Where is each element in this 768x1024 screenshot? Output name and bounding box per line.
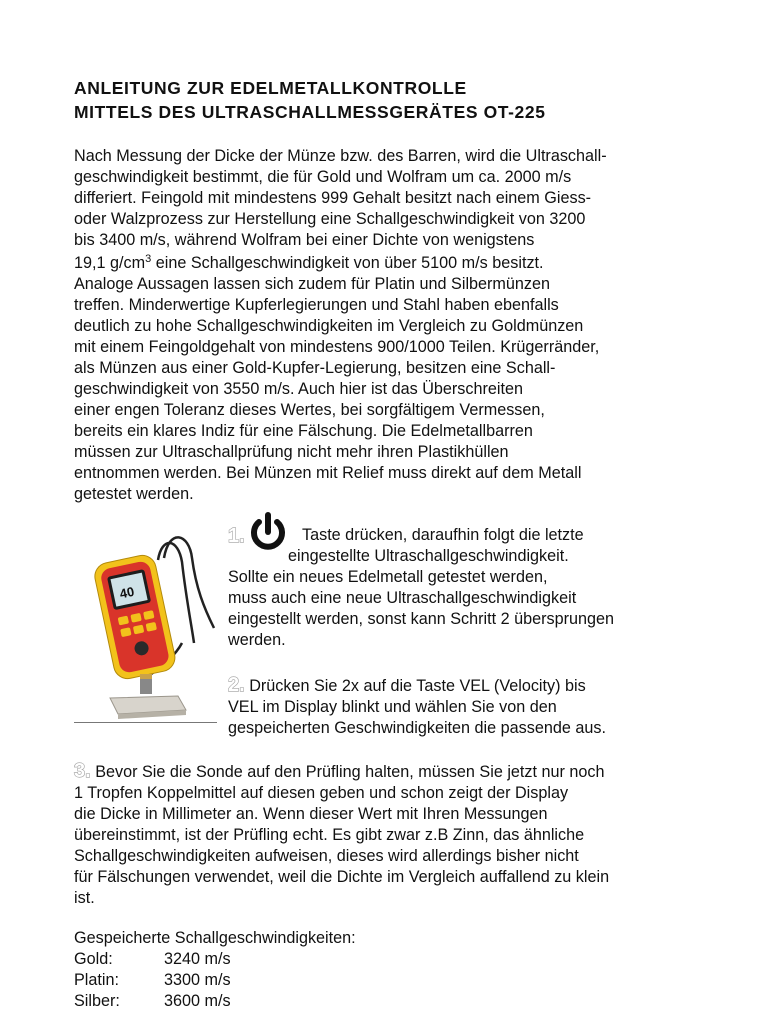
step-1-first-line: Taste drücken, daraufhin folgt die letzte bbox=[302, 526, 584, 544]
step-2-line: VEL im Display blinkt und wählen Sie von den bbox=[228, 698, 557, 716]
velocity-metal: Gold: bbox=[74, 950, 113, 968]
intro-line: einer engen Toleranz dieses Wertes, bei sorgfältigem Vermessen, bbox=[74, 401, 545, 419]
document-title bbox=[74, 76, 714, 124]
step-1-text bbox=[228, 525, 688, 651]
intro-line: müssen zur Ultraschallprüfung nicht mehr ihren Plastikhüllen bbox=[74, 443, 509, 461]
step-3-first-line-text: Bevor Sie die Sonde auf den Prüfling halten, müssen Sie jetzt nur noch bbox=[95, 763, 605, 781]
step-3-line: Schallgeschwindigkeiten aufweisen, dieses wird allerdings bisher nicht bbox=[74, 847, 579, 865]
intro-line: getestet werden. bbox=[74, 485, 194, 503]
step-1-line: werden. bbox=[228, 631, 286, 649]
velocity-value: 3240 m/s bbox=[164, 950, 231, 968]
intro-line: geschwindigkeit bestimmt, die für Gold und Wolfram um ca. 2000 m/s bbox=[74, 168, 572, 186]
intro-line: bis 3400 m/s, während Wolfram bei einer Dichte von wenigstens bbox=[74, 231, 535, 249]
step-3-line: 1 Tropfen Koppelmittel auf diesen geben und schon zeigt der Display bbox=[74, 784, 569, 802]
intro-paragraph bbox=[74, 146, 714, 505]
intro-line: Analoge Aussagen lassen sich zudem für Platin und Silbermünzen bbox=[74, 275, 551, 293]
density-exponent: 3 bbox=[145, 253, 152, 265]
step-3-first-line bbox=[74, 761, 714, 783]
step-3-line: ist. bbox=[74, 889, 95, 907]
step-1-line: Sollte ein neues Edelmetall getestet werden, bbox=[228, 568, 548, 586]
velocity-value: 3300 m/s bbox=[164, 971, 231, 989]
stored-velocities bbox=[74, 928, 474, 1012]
velocity-row bbox=[74, 949, 474, 970]
intro-line: differiert. Feingold mit mindestens 999 Gehalt besitzt nach einem Giess- bbox=[74, 189, 592, 207]
ultrasonic-device-photo bbox=[74, 518, 217, 723]
step-2-line: gespeicherten Geschwindigkeiten die passende aus. bbox=[228, 719, 606, 737]
step-3-line: übereinstimmt, ist der Prüfling echt. Es gibt zwar z.B Zinn, das ähnliche bbox=[74, 826, 585, 844]
photo-underline bbox=[74, 722, 217, 723]
intro-line: treffen. Minderwertige Kupferlegierungen und Stahl haben ebenfalls bbox=[74, 296, 559, 314]
step-3-line: die Dicke in Millimeter an. Wenn dieser Wert mit Ihren Messungen bbox=[74, 805, 548, 823]
velocity-metal: Platin: bbox=[74, 971, 119, 989]
density-rest: eine Schallgeschwindigkeit von über 5100 m/s besitzt. bbox=[151, 254, 544, 272]
intro-line: entnommen werden. Bei Münzen mit Relief muss direkt auf dem Metall bbox=[74, 464, 582, 482]
velocities-header: Gespeicherte Schallgeschwindigkeiten: bbox=[74, 929, 356, 947]
step-2-first-line-text: Drücken Sie 2x auf die Taste VEL (Velocity) bis bbox=[249, 677, 586, 695]
step-3-text bbox=[74, 761, 714, 909]
step-2-first-line bbox=[228, 675, 688, 697]
step-1-line: eingestellte Ultraschallgeschwindigkeit. bbox=[288, 547, 569, 565]
title-line-2: MITTELS DES ULTRASCHALLMESSGERÄTES OT-225 bbox=[74, 102, 546, 122]
velocity-row bbox=[74, 991, 474, 1012]
device-screen-text: 40 bbox=[118, 583, 136, 602]
intro-line: bereits ein klares Indiz für eine Fälschung. Die Edelmetallbarren bbox=[74, 422, 533, 440]
intro-line: als Münzen aus einer Gold-Kupfer-Legierung, besitzen eine Schall- bbox=[74, 359, 556, 377]
step-1-line: muss auch eine neue Ultraschallgeschwindigkeit bbox=[228, 589, 577, 607]
intro-line: deutlich zu hohe Schallgeschwindigkeiten im Vergleich zu Goldmünzen bbox=[74, 317, 584, 335]
title-line-1: ANLEITUNG ZUR EDELMETALLKONTROLLE bbox=[74, 78, 467, 98]
intro-line-density bbox=[74, 253, 714, 274]
intro-line: Nach Messung der Dicke der Münze bzw. des Barren, wird die Ultraschall- bbox=[74, 147, 607, 165]
velocity-metal: Silber: bbox=[74, 992, 120, 1010]
step-2-number: 2. bbox=[228, 674, 245, 696]
step-3-number: 3. bbox=[74, 760, 91, 782]
ultrasonic-device-illustration bbox=[74, 518, 217, 723]
step-3-line: für Fälschungen verwendet, weil die Dichte im Vergleich auffallend zu klein bbox=[74, 868, 610, 886]
velocity-row bbox=[74, 970, 474, 991]
intro-line: geschwindigkeit von 3550 m/s. Auch hier ist das Überschreiten bbox=[74, 380, 523, 398]
step-1-number: 1. bbox=[228, 525, 245, 547]
step-1-line: eingestellt werden, sonst kann Schritt 2 übersprungen bbox=[228, 610, 615, 628]
density-value: 19,1 g/cm bbox=[74, 254, 146, 272]
velocity-value: 3600 m/s bbox=[164, 992, 231, 1010]
intro-line: mit einem Feingoldgehalt von mindestens 900/1000 Teilen. Krügerränder, bbox=[74, 338, 600, 356]
intro-line: oder Walzprozess zur Herstellung eine Schallgeschwindigkeit von 3200 bbox=[74, 210, 586, 228]
step-2-text bbox=[228, 675, 688, 739]
